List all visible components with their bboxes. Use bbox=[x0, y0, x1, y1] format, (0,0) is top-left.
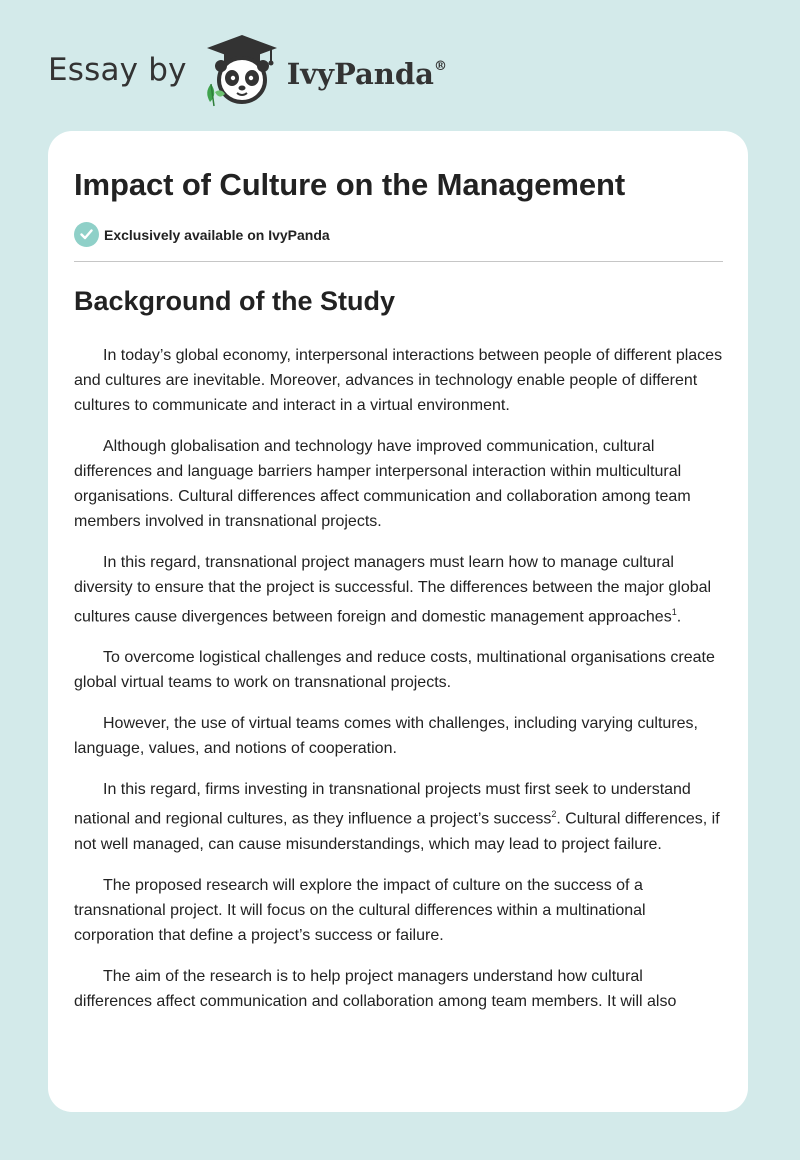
site-header bbox=[48, 30, 548, 110]
paragraph: The proposed research will explore the impact of culture on the success of a transnational project. It will focus on the cultural differences within a multinational corporation that define a project’s success or failure. bbox=[74, 876, 646, 944]
brand-name: IvyPanda bbox=[286, 57, 434, 91]
essay-by-label: Essay by bbox=[48, 52, 187, 88]
paragraph: To overcome logistical challenges and reduce costs, multinational organisations create global virtual teams to work on transnational projects. bbox=[74, 649, 715, 692]
paragraph-text: . bbox=[676, 608, 682, 626]
paragraph-text: In this regard, firms investing in transnational projects must first seek to understand national and regional cultures, as they influence a project’s success bbox=[74, 781, 691, 828]
paragraph bbox=[74, 777, 724, 856]
footnote-ref[interactable]: 2 bbox=[551, 809, 557, 820]
paragraph-text: In this regard, transnational project managers must learn how to manage cultural diversity to ensure that the project is successful. The differences between the major global cultures cause divergences between foreign and domestic management approaches bbox=[74, 554, 712, 626]
paragraph-text: . Cultural differences, if not well managed, can cause misunderstandings, which may lead to project failure. bbox=[74, 810, 720, 853]
essay-card bbox=[48, 131, 748, 1112]
section-heading: Background of the Study bbox=[74, 286, 396, 316]
paragraph: The aim of the research is to help project managers understand how cultural differences affect communication and collaboration among team members. It will also bbox=[74, 967, 677, 1010]
divider bbox=[74, 261, 723, 262]
registered-mark: ® bbox=[433, 59, 447, 74]
brand-logo-text[interactable] bbox=[287, 57, 447, 91]
exclusive-badge bbox=[74, 222, 330, 247]
check-icon bbox=[74, 222, 99, 247]
essay-body bbox=[74, 343, 724, 1030]
paragraph: In today’s global economy, interpersonal interactions between people of different places and cultures are inevitable. Moreover, advances in technology enable people of different cultures to communicate and interact in a virtual environment. bbox=[74, 347, 723, 414]
paragraph: However, the use of virtual teams comes with challenges, including varying cultures, language, values, and notions of cooperation. bbox=[74, 715, 698, 758]
paragraph bbox=[74, 550, 724, 629]
page-title: Impact of Culture on the Management bbox=[74, 167, 626, 202]
footnote-ref[interactable]: 1 bbox=[671, 607, 677, 617]
panda-graduate-icon[interactable] bbox=[201, 32, 283, 110]
badge-text: Exclusively available on IvyPanda bbox=[104, 226, 330, 243]
paragraph: Although globalisation and technology have improved communication, cultural differences and language barriers hamper interpersonal interaction within multicultural organisations. Cultural differences affect communication and collaboration among team members involved in transnational projects. bbox=[74, 438, 691, 530]
